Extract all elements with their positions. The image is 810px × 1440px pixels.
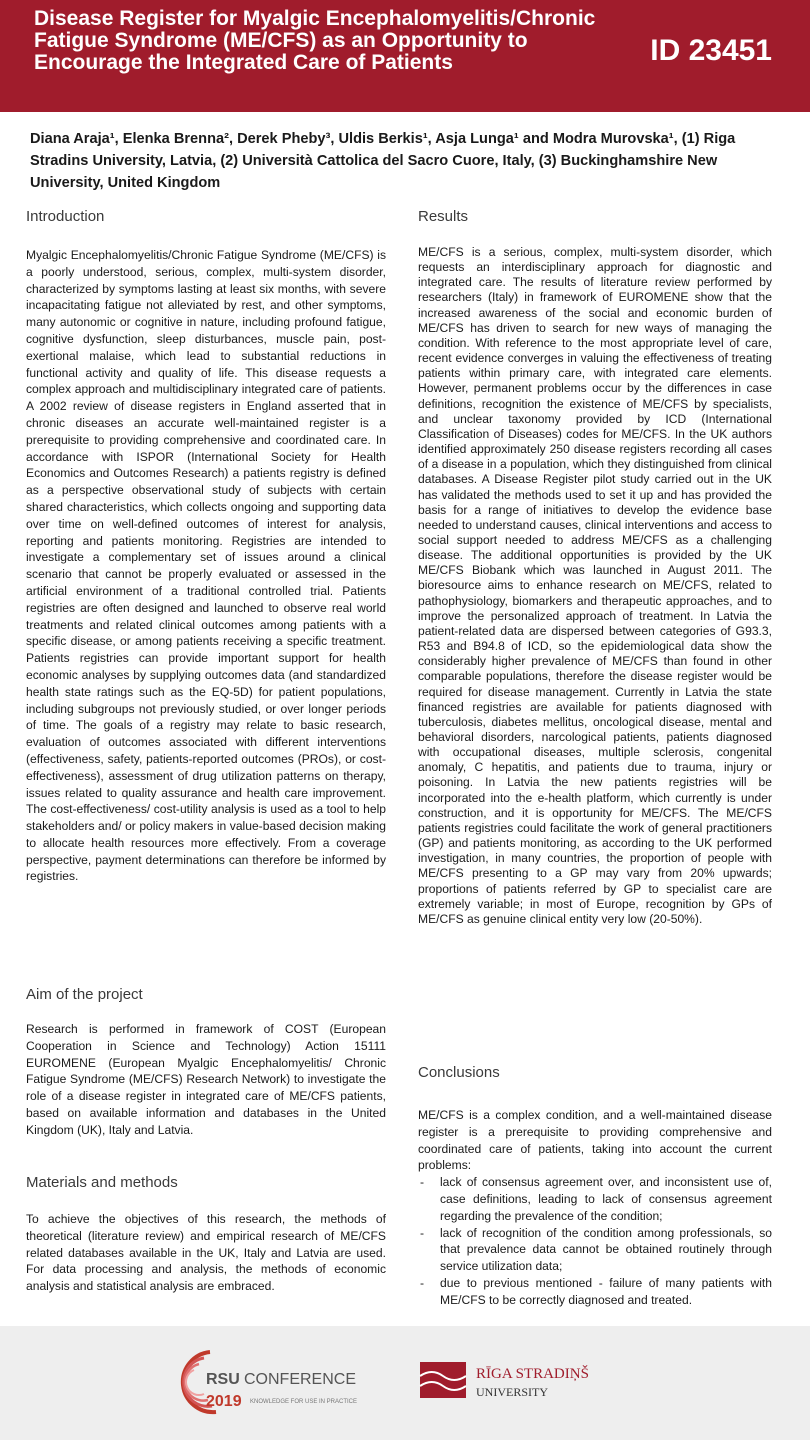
- poster-id: ID 23451: [650, 34, 772, 67]
- rsu-conference-logo: [172, 1344, 402, 1420]
- methods-heading: Materials and methods: [26, 1174, 178, 1191]
- university-emblem-icon: [420, 1362, 466, 1398]
- conclusions-list: [418, 1174, 772, 1308]
- list-item-text: due to previous mentioned - failure of many patients with ME/CFS to be correctly diagnosed and treated.: [440, 1275, 772, 1307]
- list-item: [418, 1174, 772, 1224]
- conclusions-section: [418, 1064, 772, 1309]
- university-name-line1: RĪGA STRADIŅŠ: [476, 1366, 589, 1382]
- list-item: [418, 1275, 772, 1309]
- bullet-marker: -: [420, 1275, 425, 1290]
- footer-logos: [0, 1326, 810, 1440]
- bullet-marker: -: [420, 1175, 425, 1190]
- rsu-logo-year: 2019: [206, 1393, 242, 1410]
- aim-text: Research is performed in framework of COST (European Cooperation in Science and Technology) Action 15111 EUROMENE (European Myalgic Encephalomyelitis/ Chronic Fatigue Syndrome (ME/CFS) Research Network) to investigate the role of a disease register in integrated care of ME/CFS patients, based on available information and databases in the United Kingdom (UK), Italy and Latvia.: [26, 1022, 386, 1137]
- rsu-logo-tagline: KNOWLEDGE FOR USE IN PRACTICE: [250, 1399, 358, 1405]
- conclusions-intro: ME/CFS is a complex condition, and a well-maintained disease register is a prerequisite to providing comprehensive and coordinated care of patients, taking into account the current problems:: [418, 1108, 772, 1173]
- list-item-text: lack of recognition of the condition among professionals, so that prevalence data cannot be obtained routinely through service utilization data;: [440, 1225, 772, 1274]
- results-heading: Results: [418, 208, 469, 225]
- poster-title: Disease Register for Myalgic Encephalomyelitis/Chronic Fatigue Syndrome (ME/CFS) as an Opportunity to Encourage the Integrated Care of Patients: [34, 7, 596, 74]
- conclusions-heading: Conclusions: [418, 1064, 500, 1081]
- authors-affiliations: Diana Araja¹, Elenka Brenna², Derek Pheby³, Uldis Berkis¹, Asja Lunga¹ and Modra Murovska¹, (1) Riga Stradins University, Latvia, (2) Università Cattolica del Sacro Cuore, Italy, (3) Buckinghamshire New University, United Kingdom: [30, 131, 736, 191]
- methods-section: [26, 1174, 386, 1295]
- results-text: ME/CFS is a serious, complex, multi-system disorder, which requests an interdisciplinary approach for diagnostic and integrated care. The results of literature review performed by researchers (Italy) in framework of EUROMENE show that the increased awareness of the social and economic burden of ME/CFS has driven to search for new ways of managing the condition. With reference to the most appropriate level of care, recent evidence converges in valuing the effectiveness of treating patients within primary care, with integrated care elements. However, permanent problems occur by the differences in case definitions, recognition the existence of ME/CFS by specialists, and unclear taxonomy provided by ICD (International Classification of Diseases) codes for ME/CFS. In the UK authors identified approximately 250 disease registers recording all cases of a disease in a population, which they distinguished from clinical databases. A Disease Register pilot study carried out in the UK has validated the methods used to set it up and has provided the basis for a range of initiatives to develop the evidence base needed to understand causes, clinical interventions and access to social support needed to address ME/CFS as a challenging disease. The additional opportunities is provided by the UK ME/CFS Biobank which was launched in August 2011. The bioresource aims to enhance research on ME/CFS, related to pathophysiology, biomarkers and therapeutic approaches, and to improve the personalized approach of treatment. In Latvia the patient-related data are dispersed between categories of G93.3, R53 and B94.8 of ICD, so the epidemiological data show the considerably higher prevalence of ME/CFS than found in other comparable populations, therefore the disease register would be required for disease management. Currently in Latvia the state financed registries are available for patients diagnosed with tuberculosis, diabetes mellitus, oncological disease, mental and behavioral disorders, narcological patients, patients diagnosed with occupational diseases, multiple sclerosis, congenital anomaly, C hepatitis, and patients due to trauma, injury or poisoning. In Latvia the new patients registries will be incorporated into the e-health platform, which currently is under construction, and it is opportunity for ME/CFS. The ME/CFS patients registries could facilitate the work of general practitioners (GP) and patients monitoring, as according to the UK performed investigation, in many countries, the proportion of people with ME/CFS presenting to a GP may vary from 20% upwards; proportions of patients referred by GP to specialist care are extremely variable; in most of Europe, recognition by GPs of ME/CFS as genuine clinical entity very low (20-50%).: [418, 245, 772, 926]
- rsu-logo-conference: CONFERENCE: [244, 1371, 357, 1388]
- poster-header: [0, 0, 810, 112]
- introduction-section: [26, 208, 386, 885]
- introduction-heading: Introduction: [26, 208, 105, 225]
- bullet-marker: -: [420, 1225, 425, 1240]
- methods-text: To achieve the objectives of this research, the methods of theoretical (literature review) and empirical research of ME/CFS related databases available in the UK, Italy and Latvia are used. For data processing and analysis, the methods of economic analysis and statistical analysis are embraced.: [26, 1212, 386, 1294]
- introduction-text: Myalgic Encephalomyelitis/Chronic Fatigue Syndrome (ME/CFS) is a poorly understood, serious, complex, multi-system disorder, characterized by symptoms lasting at least six months, with severe incapacitating fatigue not alleviated by rest, and other symptoms, many autonomic or cognitive in nature, including profound fatigue, cognitive dysfunction, sleep disturbances, muscle pain, post-exertional malaise, which lead to substantial reductions in functional activity and quality of life. This disease requests a complex approach and multidisciplinary integrated care of patients. A 2002 review of disease registers in England asserted that in chronic diseases an accurate well-maintained register is a prerequisite to providing comprehensive and coordinated care. In accordance with ISPOR (International Society for Health Economics and Outcomes Research) a patients registry is defined as a perspective observational study of subjects with certain shared characteristics, which collects ongoing and supporting data over time on well-defined outcomes of interest for analysis, reporting and patients monitoring. Registries are intended to investigate a complementary set of issues around a clinical scenario that cannot be properly evaluated or assessed in the artificial environment of a traditional controlled trial. Patients registries are often designed and launched to observe real world treatments and related clinical outcomes among patients with a specific disease, or among patients receiving a specific treatment. Patients registries can provide important support for health economic analyses by supplying outcomes data (and standardized health state ratings such as the EQ-5D) for patient populations, including subgroups not previously studied, or over longer periods of time. The goals of a registry may relate to basic research, evaluation of outcomes associated with different interventions (effectiveness, safety, patients-reported outcomes (PROs), or cost-effectiveness), assessment of drug utilization patterns on therapy, issues related to quality assurance and health care improvement. The cost-effectiveness/ cost-utility analysis is used as a tool to help stakeholders and/ or policy makers in value-based decision making to allocate health resources more effectively. From a coverage perspective, payment determinations can therefore be informed by registries.: [26, 248, 386, 884]
- list-item: [418, 1225, 772, 1275]
- results-section: [418, 208, 772, 927]
- aim-heading: Aim of the project: [26, 986, 143, 1003]
- rsu-logo-rsu: RSU: [206, 1371, 240, 1388]
- rsu-university-logo: [418, 1356, 658, 1406]
- aim-section: [26, 986, 386, 1139]
- university-name-line2: UNIVERSITY: [476, 1385, 548, 1399]
- list-item-text: lack of consensus agreement over, and inconsistent use of, case definitions, leading to lack of consensus agreement regarding the prevalence of the condition;: [440, 1175, 772, 1223]
